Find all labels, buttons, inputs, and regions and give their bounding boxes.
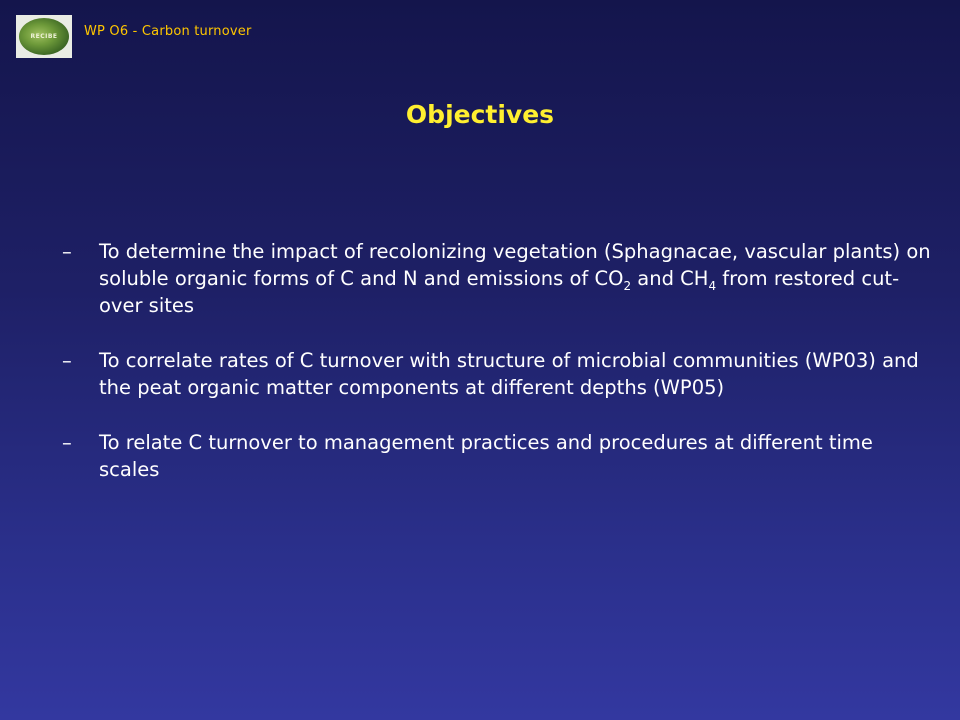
bullet-dash: – bbox=[62, 349, 72, 372]
objective-item bbox=[62, 347, 932, 401]
objective-item bbox=[62, 429, 932, 483]
project-logo bbox=[16, 15, 72, 58]
objective-item bbox=[62, 238, 932, 319]
objectives-list bbox=[62, 238, 932, 511]
objective-text-part: To determine the impact of recolonizing vegetation (Sphagnacae, vascular plants) on soluble organic forms of C and N and emissions of CO bbox=[99, 240, 931, 290]
objective-text-part: from restored cut-over sites bbox=[99, 267, 900, 317]
work-package-tag: WP O6 - Carbon turnover bbox=[84, 24, 252, 39]
objective-text-part: and CH bbox=[631, 267, 709, 290]
slide-title: Objectives bbox=[405, 100, 555, 129]
subscript: 2 bbox=[623, 279, 632, 293]
objective-text: To correlate rates of C turnover with structure of microbial communities (WP03) and the peat organic matter components at different depths (WP05) bbox=[99, 349, 919, 399]
bullet-dash: – bbox=[62, 240, 72, 263]
subscript: 4 bbox=[708, 279, 717, 293]
logo-emblem bbox=[19, 18, 69, 55]
objective-text: To relate C turnover to management practices and procedures at different time scales bbox=[99, 431, 873, 481]
bullet-dash: – bbox=[62, 431, 72, 454]
logo-text: RECIBE bbox=[30, 33, 58, 40]
